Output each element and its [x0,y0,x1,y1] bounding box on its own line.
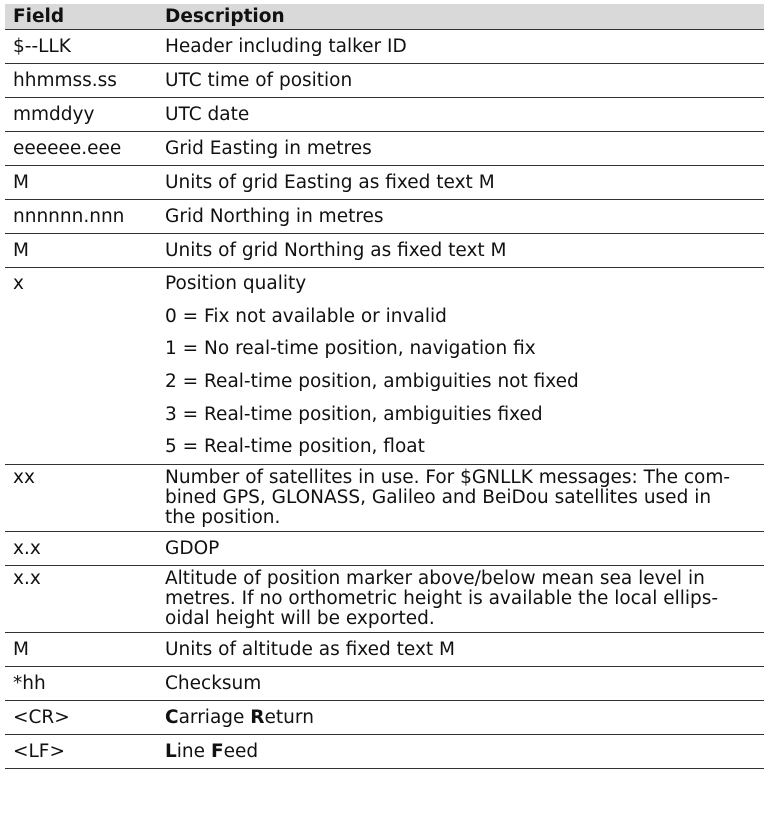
emphasis-letter: R [250,707,265,729]
description-cell [157,566,764,633]
table-row [5,132,764,166]
description-cell: GDOP [157,532,764,566]
nmea-llk-field-table [5,4,764,769]
field-cell: xx [5,465,157,532]
field-cell [5,268,157,465]
field-text: x [13,273,24,294]
description-cell: Units of altitude as fixed text M [157,633,764,667]
field-cell: eeeeee.eee [5,132,157,166]
description-line: metres. If no orthometric height is available the local ellips- [165,588,719,610]
table-row [5,566,764,633]
field-cell: <LF> [5,735,157,769]
quality-option: 1 = No real-time position, navigation fix [165,338,536,360]
table-row [5,98,764,132]
description-line: the position. [165,507,281,529]
description-cell [157,735,764,769]
field-cell: M [5,234,157,268]
description-line: Number of satellites in use. For $GNLLK messages: The com- [165,467,731,489]
description-cell: Header including talker ID [157,30,764,64]
description-cell: UTC date [157,98,764,132]
field-cell: $--LLK [5,30,157,64]
quality-title: Position quality [165,273,307,294]
description-cell [157,465,764,532]
description-cell [157,268,764,465]
description-cell: Checksum [157,667,764,701]
table-row [5,735,764,769]
table-row [5,667,764,701]
field-cell: M [5,633,157,667]
field-cell: nnnnnn.nnn [5,200,157,234]
table-row [5,200,764,234]
emphasis-letter: F [210,741,224,763]
description-text: ine [176,741,211,763]
field-cell: <CR> [5,701,157,735]
description-cell: Grid Easting in metres [157,132,764,166]
table-row [5,465,764,532]
emphasis-letter: C [165,707,179,729]
description-text: eed [223,741,259,763]
quality-option: 3 = Real-time position, ambiguities fixed [165,403,543,425]
quality-option: 0 = Fix not available or invalid [165,305,447,327]
description-line: bined GPS, GLONASS, Galileo and BeiDou satellites used in [165,487,712,509]
table-row [5,633,764,667]
table-row [5,30,764,64]
emphasis-letter: L [165,741,177,763]
field-cell: *hh [5,667,157,701]
description-cell: Units of grid Northing as fixed text M [157,234,764,268]
table-row [5,64,764,98]
quality-option: 5 = Real-time position, float [165,436,425,458]
table-row [5,532,764,566]
column-header-field: Field [5,4,157,30]
description-line: Altitude of position marker above/below mean sea level in [165,568,705,590]
field-cell: mmddyy [5,98,157,132]
field-cell: hhmmss.ss [5,64,157,98]
description-text: eturn [264,707,314,729]
column-header-description: Description [157,4,764,30]
quality-option: 2 = Real-time position, ambiguities not fixed [165,371,579,393]
table-row-position-quality [5,268,764,465]
description-cell: UTC time of position [157,64,764,98]
description-text: arriage [178,707,251,729]
description-cell: Grid Northing in metres [157,200,764,234]
description-line: oidal height will be exported. [165,608,435,630]
table-header-row [5,4,764,30]
field-cell: M [5,166,157,200]
table-row [5,701,764,735]
table-row [5,234,764,268]
table-row [5,166,764,200]
description-cell [157,701,764,735]
description-cell: Units of grid Easting as fixed text M [157,166,764,200]
field-cell: x.x [5,532,157,566]
field-cell: x.x [5,566,157,633]
